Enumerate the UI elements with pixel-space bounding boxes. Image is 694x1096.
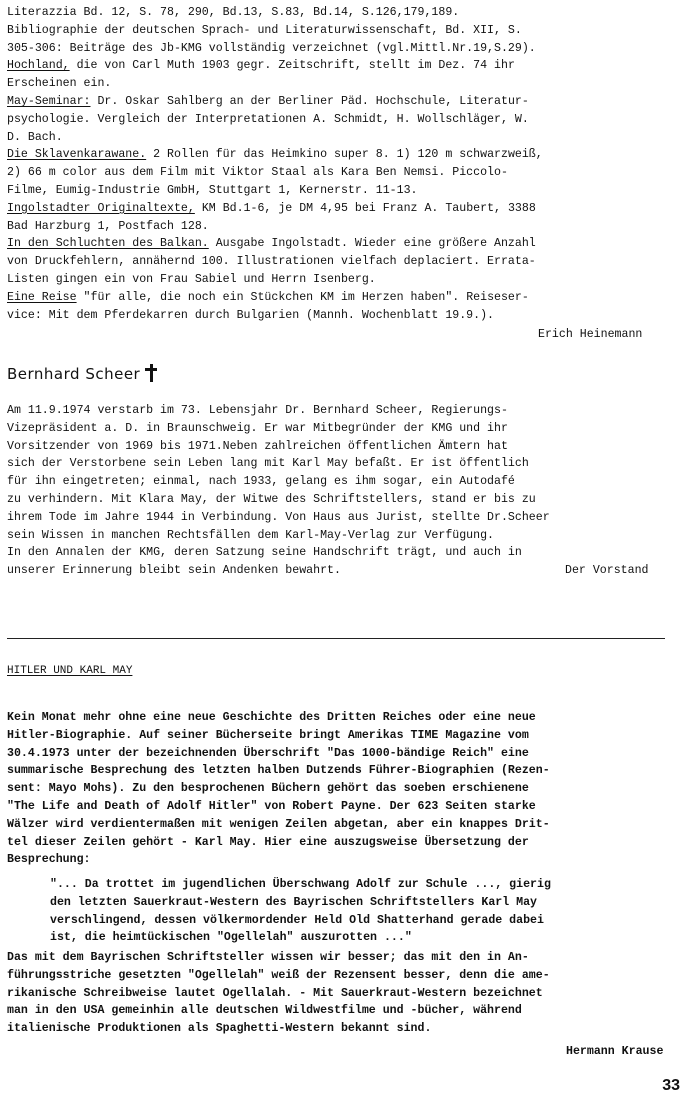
notes-keyword: In den Schluchten des Balkan. (7, 237, 209, 251)
article-quote (50, 876, 551, 947)
article-heading: HITLER UND KARL MAY (7, 665, 133, 677)
article-line: sent: Mayo Mohs). Zu den besprochenen Büchern gehört das soeben erschienene (7, 782, 529, 796)
notes-line (7, 271, 543, 289)
notes-section (7, 4, 543, 324)
notes-keyword: Eine Reise (7, 290, 77, 304)
notes-line (7, 111, 543, 129)
notes-line (7, 146, 543, 164)
notes-text: die von Carl Muth 1903 gegr. Zeitschrift, stellt im Dez. 74 ihr (69, 59, 515, 73)
article-signature: Hermann Krause (566, 1045, 664, 1058)
article-line: rikanische Schreibweise lautet Ogellalah. - Mit Sauerkraut-Western bezeichnet (7, 986, 543, 1000)
notes-text: von Druckfehlern, annähernd 100. Illustrationen vielfach deplaciert. Errata- (7, 255, 536, 269)
article-line: Besprechung: (7, 853, 91, 867)
notes-line (7, 40, 543, 58)
article-line: summarische Besprechung des letzten halben Dutzends Führer-Biographien (Rezen- (7, 764, 550, 778)
notes-text: Dr. Oskar Sahlberg an der Berliner Päd. Hochschule, Literatur- (90, 94, 529, 108)
notes-keyword: Ingolstadter Originaltexte, (7, 201, 195, 215)
obituary-heading-text: Bernhard Scheer (7, 365, 141, 383)
notes-text: 2 Rollen für das Heimkino super 8. 1) 120 m schwarzweiß, (146, 148, 543, 162)
article-line: Hitler-Biographie. Auf seiner Bücherseite bringt Amerikas TIME Magazine vom (7, 728, 529, 742)
notes-text: 2) 66 m color aus dem Film mit Viktor Staal als Kara Ben Nemsi. Piccolo- (7, 166, 508, 180)
obituary-line: sich der Verstorbene sein Leben lang mit Karl May befaßt. Er ist öffentlich (7, 457, 529, 471)
obituary-line: In den Annalen der KMG, deren Satzung seine Handschrift trägt, und auch in (7, 546, 522, 560)
quote-line: verschlingend, dessen völkermordender Held Old Shatterhand gerade dabei (50, 913, 544, 927)
notes-line (7, 289, 543, 307)
notes-text: Filme, Eumig-Industrie GmbH, Stuttgart 1, Kernerstr. 11-13. (7, 183, 418, 197)
notes-line (7, 93, 543, 111)
article-line: man in den USA gemeinhin alle deutschen Wildwestfilme und -bücher, während (7, 1004, 522, 1018)
notes-line (7, 235, 543, 253)
notes-text: "für alle, die noch ein Stückchen KM im Herzen haben". Reiseser- (76, 290, 529, 304)
obituary-signature: Der Vorstand (565, 564, 649, 577)
obituary-line: für ihn eingetreten; einmal, nach 1933, gelang es ihm sogar, ein Autodafé (7, 475, 515, 489)
notes-keyword: Die Sklavenkarawane. (7, 148, 147, 162)
dagger-icon (144, 364, 158, 382)
section-divider (7, 638, 665, 639)
notes-keyword: Hochland, (7, 59, 70, 73)
notes-text: Listen gingen ein von Frau Sabiel und Herrn Isenberg. (7, 272, 376, 286)
obituary-body (7, 402, 550, 580)
article-line: führungsstriche gesetzten "Ogellelah" weiß der Rezensent besser, denn die ame- (7, 968, 550, 982)
notes-text: Literazzia Bd. 12, S. 78, 290, Bd.13, S.83, Bd.14, S.126,179,189. (7, 6, 460, 19)
notes-text: 305-306: Beiträge des Jb-KMG vollständig verzeichnet (vgl.Mittl.Nr.19,S.29). (7, 41, 536, 55)
notes-line (7, 129, 543, 147)
notes-line (7, 4, 543, 22)
article-line: italienische Produktionen als Spaghetti-Western bekannt sind. (7, 1022, 432, 1036)
article-line: "The Life and Death of Adolf Hitler" von Robert Payne. Der 623 Seiten starke (7, 799, 536, 813)
notes-text: Bibliographie der deutschen Sprach- und Literaturwissenschaft, Bd. XII, S. (7, 23, 522, 37)
notes-text: Erscheinen ein. (7, 77, 112, 91)
obituary-line: zu verhindern. Mit Klara May, der Witwe des Schriftstellers, stand er bis zu (7, 492, 536, 506)
article-outro (7, 949, 550, 1038)
notes-line (7, 218, 543, 236)
notes-text: psychologie. Vergleich der Interpretationen A. Schmidt, H. Wollschläger, W. (7, 112, 529, 126)
notes-line (7, 307, 543, 325)
article-line: 30.4.1973 unter der bezeichnenden Überschrift "Das 1000-bändige Reich" eine (7, 746, 529, 760)
notes-text: KM Bd.1-6, je DM 4,95 bei Franz A. Taubert, 3388 (194, 201, 536, 215)
notes-signature: Erich Heinemann (538, 328, 643, 341)
notes-line (7, 200, 543, 218)
notes-text: Ausgabe Ingolstadt. Wieder eine größere Anzahl (208, 237, 536, 251)
obituary-heading (7, 364, 158, 383)
notes-line (7, 253, 543, 271)
obituary-line: Vorsitzender von 1969 bis 1971.Neben zahlreichen öffentlichen Ämtern hat (7, 439, 508, 453)
page-number: 33 (662, 1077, 680, 1094)
notes-keyword: May-Seminar: (7, 94, 91, 108)
notes-text: vice: Mit dem Pferdekarren durch Bulgarien (Mannh. Wochenblatt 19.9.). (7, 308, 495, 322)
quote-line: ist, die heimtückischen "Ogellelah" auszurotten ..." (50, 931, 412, 945)
obituary-line: ihrem Tode im Jahre 1944 in Verbindung. Von Haus aus Jurist, stellte Dr.Scheer (7, 510, 550, 524)
obituary-line: unserer Erinnerung bleibt sein Andenken bewahrt. (7, 564, 341, 578)
quote-line: "... Da trottet im jugendlichen Überschwang Adolf zur Schule ..., gierig (50, 878, 551, 891)
article-line: Kein Monat mehr ohne eine neue Geschichte des Dritten Reiches oder eine neue (7, 711, 536, 724)
notes-text: D. Bach. (7, 130, 63, 144)
notes-text: Bad Harzburg 1, Postfach 128. (7, 219, 209, 233)
obituary-line: sein Wissen in manchen Rechtsfällen dem Karl-May-Verlag zur Verfügung. (7, 528, 495, 542)
notes-line (7, 57, 543, 75)
notes-line (7, 22, 543, 40)
obituary-line: Vizepräsident a. D. in Braunschweig. Er war Mitbegründer der KMG und ihr (7, 421, 508, 435)
article-line: tel dieser Zeilen gehört - Karl May. Hier eine auszugsweise Übersetzung der (7, 835, 529, 849)
notes-line (7, 75, 543, 93)
article-line: Das mit dem Bayrischen Schriftsteller wissen wir besser; das mit den in An- (7, 951, 529, 964)
notes-line (7, 182, 543, 200)
obituary-line: Am 11.9.1974 verstarb im 73. Lebensjahr Dr. Bernhard Scheer, Regierungs- (7, 404, 508, 417)
article-intro (7, 709, 550, 869)
article-line: Wälzer wird verdientermaßen mit wenigen Zeilen abgetan, aber ein knappes Drit- (7, 817, 550, 831)
notes-line (7, 164, 543, 182)
quote-line: den letzten Sauerkraut-Western des Bayrischen Schriftstellers Karl May (50, 895, 538, 909)
